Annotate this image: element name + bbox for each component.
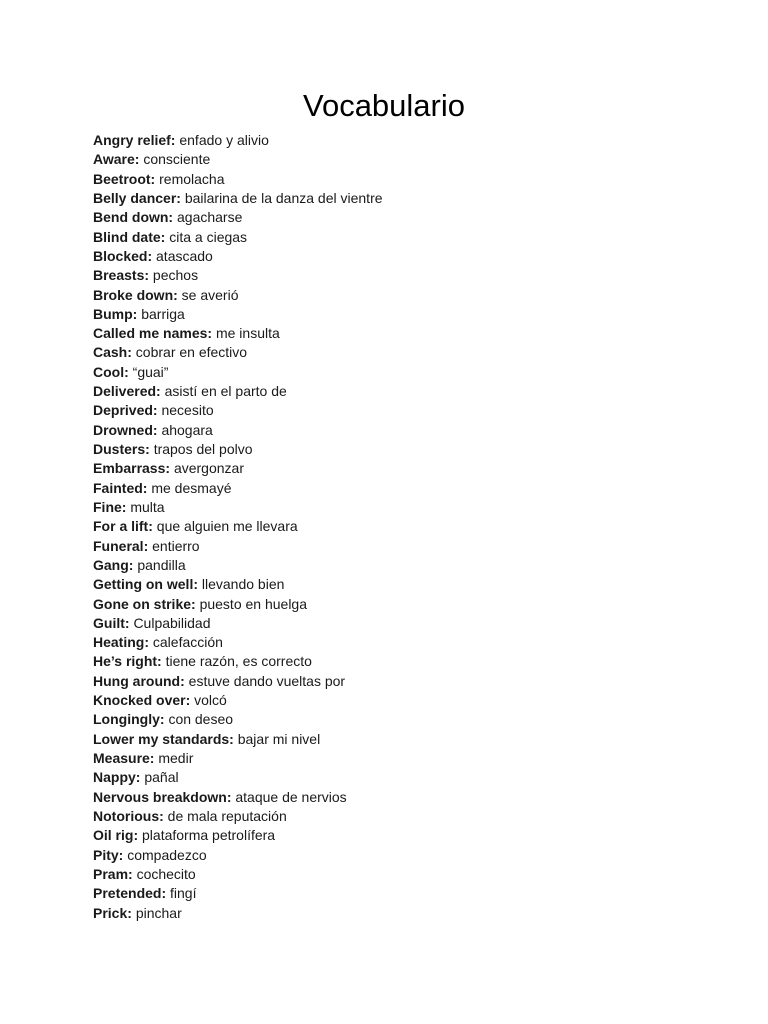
vocab-entry: [93, 286, 383, 305]
vocab-translation: enfado y alivio: [179, 132, 269, 148]
vocab-translation: llevando bien: [201, 576, 285, 593]
vocab-term: Funeral:: [93, 537, 149, 554]
vocab-term: Heating:: [93, 634, 149, 651]
vocab-term: Gone on strike:: [93, 595, 196, 612]
vocab-entry: [93, 556, 383, 575]
vocab-term: Bend down:: [93, 209, 174, 226]
vocab-entry: [93, 401, 383, 420]
vocab-term: Pity:: [93, 846, 124, 863]
vocab-entry: [93, 228, 383, 247]
page-title: Vocabulario: [302, 88, 465, 123]
vocab-term: Nervous breakdown:: [93, 788, 232, 805]
vocabulary-list: [93, 131, 383, 923]
vocab-term: Breasts:: [93, 267, 150, 284]
vocab-translation: pandilla: [137, 556, 186, 573]
vocab-term: Deprived:: [93, 402, 158, 419]
vocab-term: Fainted:: [93, 479, 148, 496]
vocab-term: Cool:: [93, 363, 129, 380]
vocab-entry: [93, 904, 383, 923]
vocab-entry: [93, 324, 383, 343]
vocab-entry: [93, 421, 383, 440]
vocab-translation: me desmayé: [151, 479, 232, 496]
vocab-translation: plataforma petrolífera: [142, 827, 276, 844]
vocab-term: Lower my standards:: [93, 730, 234, 747]
vocab-entry: [93, 768, 383, 787]
vocab-translation: agacharse: [177, 209, 243, 226]
vocab-entry: [93, 730, 383, 749]
vocab-term: Pretended:: [93, 885, 167, 902]
vocab-term: Beetroot:: [93, 170, 156, 187]
vocab-entry: [93, 614, 383, 633]
vocab-translation: pechos: [152, 267, 199, 284]
vocab-translation: entierro: [152, 537, 200, 554]
vocab-term: Oil rig:: [93, 827, 139, 844]
vocab-translation: consciente: [143, 151, 211, 168]
vocab-entry: [93, 749, 383, 768]
vocab-term: Aware:: [93, 151, 140, 168]
vocab-term: Pram:: [93, 865, 133, 882]
vocab-entry: [93, 305, 383, 324]
vocab-term: He’s right:: [93, 653, 162, 670]
vocab-term: Notorious:: [93, 807, 164, 824]
vocab-translation: atascado: [156, 247, 213, 264]
vocab-translation: barriga: [141, 305, 185, 322]
vocab-translation: ataque de nervios: [235, 788, 347, 805]
vocab-entry: [93, 189, 383, 208]
vocab-term: Prick:: [93, 904, 132, 921]
vocab-entry: [93, 826, 383, 845]
vocab-entry: [93, 498, 383, 517]
vocab-translation: multa: [130, 498, 165, 515]
vocab-entry: [93, 382, 383, 401]
vocab-translation: trapos del polvo: [153, 441, 253, 457]
vocab-term: Gang:: [93, 556, 134, 573]
vocab-entry: [93, 459, 383, 478]
vocab-term: Embarrass:: [93, 460, 171, 477]
vocab-translation: asistí en el parto de: [164, 383, 287, 400]
vocab-entry: [93, 884, 383, 903]
vocab-entry: [93, 652, 383, 671]
vocab-translation: Culpabilidad: [133, 614, 211, 631]
vocab-term: Belly dancer:: [93, 189, 181, 206]
vocab-entry: [93, 537, 383, 556]
vocab-translation: puesto en huelga: [199, 595, 308, 612]
vocab-term: Delivered:: [93, 383, 161, 400]
vocab-translation: de mala reputación: [167, 807, 287, 824]
vocab-term: Blocked:: [93, 247, 153, 264]
vocab-term: Cash:: [93, 344, 132, 361]
vocab-entry: [93, 363, 383, 382]
vocab-entry: [93, 633, 383, 652]
vocab-term: Guilt:: [93, 614, 130, 631]
vocab-entry: [93, 150, 383, 169]
vocab-entry: [93, 266, 383, 285]
vocab-translation: medir: [158, 750, 194, 766]
vocab-translation: cita a ciegas: [169, 228, 248, 245]
vocab-translation: estuve dando vueltas por: [188, 672, 346, 689]
vocab-term: Broke down:: [93, 286, 178, 303]
vocab-entry: [93, 575, 383, 594]
vocab-translation: ahogara: [161, 421, 213, 438]
vocab-term: Hung around:: [93, 672, 185, 689]
vocab-term: Measure:: [93, 750, 155, 766]
vocab-translation: “guai”: [132, 363, 169, 380]
vocab-translation: cobrar en efectivo: [135, 344, 248, 361]
vocab-entry: [93, 788, 383, 807]
vocab-term: Knocked over:: [93, 692, 191, 709]
vocab-translation: se averió: [181, 286, 239, 303]
vocab-term: Called me names:: [93, 325, 213, 342]
vocab-translation: compadezco: [127, 846, 207, 863]
vocab-translation: remolacha: [159, 170, 225, 187]
vocab-translation: cochecito: [136, 865, 196, 882]
vocab-term: Fine:: [93, 498, 127, 515]
vocab-term: Longingly:: [93, 711, 165, 728]
vocab-entry: [93, 208, 383, 227]
vocab-translation: tiene razón, es correcto: [165, 653, 312, 670]
vocab-term: Nappy:: [93, 769, 141, 786]
vocab-translation: avergonzar: [173, 460, 244, 477]
vocab-translation: necesito: [161, 402, 214, 419]
vocab-translation: fingí: [170, 885, 197, 902]
vocab-translation: pinchar: [135, 904, 182, 921]
vocab-translation: que alguien me llevara: [156, 518, 298, 535]
vocab-entry: [93, 672, 383, 691]
vocab-entry: [93, 479, 383, 498]
vocab-entry: [93, 595, 383, 614]
vocab-translation: volcó: [194, 692, 227, 709]
vocab-translation: calefacción: [152, 634, 223, 651]
vocab-entry: [93, 247, 383, 266]
vocab-translation: me insulta: [215, 325, 280, 342]
vocab-translation: pañal: [144, 769, 179, 786]
vocab-entry: [93, 691, 383, 710]
vocab-entry: [93, 517, 383, 536]
vocab-entry: [93, 343, 383, 362]
vocab-term: Bump:: [93, 305, 138, 322]
vocab-entry: [93, 710, 383, 729]
vocab-entry: [93, 131, 383, 150]
vocab-term: For a lift:: [93, 518, 153, 535]
vocab-term: Drowned:: [93, 421, 158, 438]
vocab-translation: con deseo: [168, 711, 234, 728]
vocab-translation: bailarina de la danza del vientre: [184, 189, 383, 206]
vocab-term: Getting on well:: [93, 576, 198, 593]
vocab-term: Angry relief:: [93, 132, 176, 148]
vocab-entry: [93, 440, 383, 459]
vocab-translation: bajar mi nivel: [237, 730, 321, 747]
vocab-term: Blind date:: [93, 228, 166, 245]
vocab-term: Dusters:: [93, 441, 150, 457]
vocab-entry: [93, 807, 383, 826]
vocab-entry: [93, 846, 383, 865]
vocab-entry: [93, 170, 383, 189]
vocab-entry: [93, 865, 383, 884]
